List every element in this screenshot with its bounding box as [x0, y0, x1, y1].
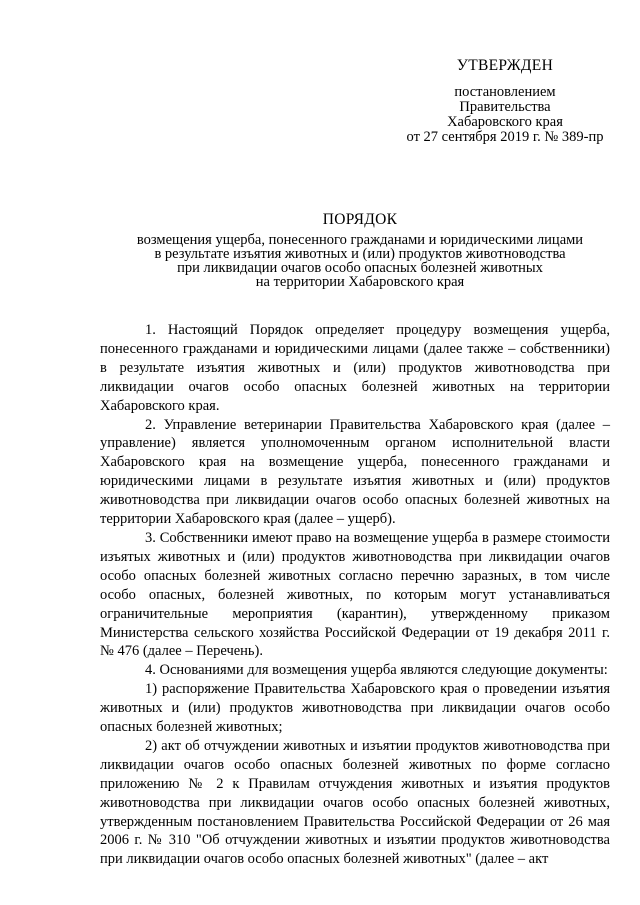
- paragraph-1: 1. Настоящий Порядок определяет процедуру возмещения ущерба, понесенного гражданами и юридическими лицами (далее также – собственники) в результате изъятия животных и (или) продуктов животноводства при ликвидации очагов особо опасных болезней животных на территории Хабаровского края.: [100, 322, 610, 414]
- document-subtitle-line: возмещения ущерба, понесенного гражданами и юридическими лицами: [136, 232, 584, 248]
- document-subtitle-line: на территории Хабаровского края: [255, 274, 465, 290]
- approval-line: Правительства: [459, 99, 551, 115]
- document-title-block: [60, 211, 640, 289]
- document-subtitle-line: в результате изъятия животных и (или) продуктов животноводства: [154, 246, 566, 262]
- approval-date-line: от 27 сентября 2019 г. № 389-пр: [406, 129, 604, 145]
- approval-line: Хабаровского края: [447, 114, 563, 130]
- document-subtitle-line: при ликвидации очагов особо опасных болезней животных: [177, 260, 543, 276]
- approved-heading: УТВЕРЖДЕН: [456, 57, 554, 74]
- paragraph-2: 2. Управление ветеринарии Правительства Хабаровского края (далее – управление) является уполномоченным органом исполнительной власти Хабаровского края на возмещение ущерба, понесенного гражданами и юридическими лицами в результате изъятия животных и (или) продуктов животноводства при ликвидации очагов особо опасных болезней животных на территории Хабаровского края (далее – ущерб).: [100, 416, 610, 528]
- paragraph-4-item-2: 2) акт об отчуждении животных и изъятии продуктов животноводства при ликвидации очагов особо опасных болезней животных по форме согласно приложению № 2 к Правилам отчуждения животных и изъятия продуктов животноводства при ликвидации очагов особо опасных болезней животных, утвержденным постановлением Правительства Российской Федерации от 26 мая 2006 г. № 310 "Об отчуждении животных и изъятии продуктов животноводства при ликвидации очагов особо опасных болезней животных" (далее – акт: [100, 737, 610, 868]
- document-title: ПОРЯДОК: [322, 211, 398, 228]
- paragraph-4: 4. Основаниями для возмещения ущерба являются следующие документы:: [145, 662, 608, 679]
- approval-line: постановлением: [454, 84, 556, 100]
- document-body: [100, 321, 610, 869]
- approval-stamp: [375, 58, 635, 145]
- paragraph-3: 3. Собственники имеют право на возмещение ущерба в размере стоимости изъятых животных и (или) продуктов животноводства при ликвидации очагов особо опасных болезней животных согласно перечню заразных, в том числе особо опасных, болезней животных, по которым могут устанавливаться ограничительные мероприятия (карантин), утвержденному приказом Министерства сельского хозяйства Российской Федерации от 19 декабря 2011 г. № 476 (далее – Перечень).: [100, 529, 610, 660]
- paragraph-4-item-1: 1) распоряжение Правительства Хабаровского края о проведении изъятия животных и (или) продуктов животноводства при ликвидации очагов особо опасных болезней животных;: [100, 681, 610, 736]
